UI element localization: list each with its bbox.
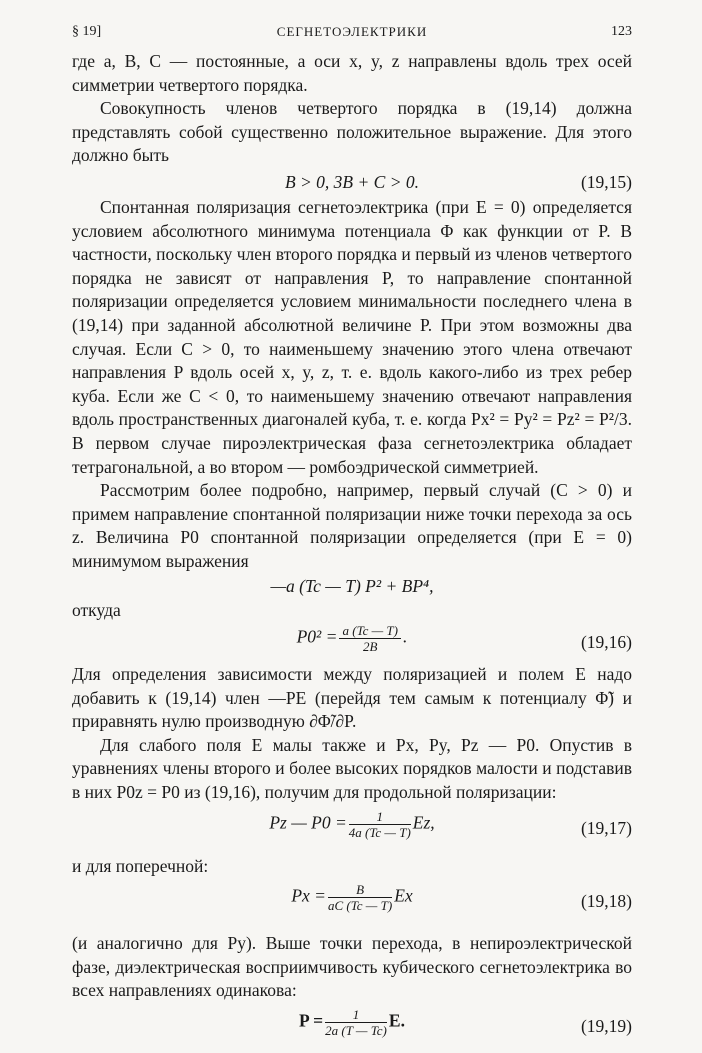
fraction [328,882,392,913]
paragraph: Рассмотрим более подробно, например, первый случай (C > 0) и примем направление спонтанной поляризации ниже точки перехода за ось z. Величина P0 спонтанной поляризации определяется (при E = 0) минимумом выражения [72,480,632,571]
equation-tail: Ex [394,885,413,906]
equation-tail: . [403,626,408,647]
equation-lhs: Px = [291,885,326,906]
fraction-denominator: 2B [363,639,378,655]
equation-19-15 [72,168,632,196]
paragraph: откуда [72,600,121,621]
fraction-numerator: a (Tc — T) [339,623,401,639]
fraction [349,809,411,840]
equation-19-17 [72,809,632,855]
equation-lhs: P0² = [296,626,338,647]
equation-19-18 [72,882,632,932]
fraction-denominator: 2a (T — Tc) [325,1023,387,1038]
equation-number: (19,19) [580,1016,632,1036]
equation-tail: E. [388,1010,405,1031]
equation-body: B > 0, 3B + C > 0. [284,171,420,192]
expression-minimized [72,573,632,599]
page-title: СЕГНЕТОЭЛЕКТРИКИ [276,24,428,39]
equation-lhs: Pz — P0 = [269,812,347,833]
equation-19-16 [72,623,632,663]
equation-number: (19,15) [580,171,632,192]
fraction-denominator: aC (Tc — T) [328,898,393,914]
page-number: 123 [611,24,632,39]
running-header [72,20,632,50]
fraction-numerator: 1 [325,1007,387,1023]
paragraph: Совокупность членов четвертого порядка в (19,14) должна представлять собой существенно положительное выражение. Для этого должно быть [72,98,632,166]
paragraph: Спонтанная поляризация сегнетоэлектрика (при E = 0) определяется условием абсолютного минимума потенциала Φ как функции от P. В частности, поскольку член второго порядка и первый из членов четвертого порядка не зависят от направления P, то направление спонтанной поляризации определяется условием минимальности последнего члена в (19,14) при заданной абсолютной величине P. При этом возможны два случая. Если C > 0, то наименьшему значению этого члена отвечают направления P вдоль осей x, y, z, т. е. вдоль какого-либо из трех ребер куба. Если же C < 0, то наименьшему значению отвечают направления вдоль пространственных диагоналей куба, т. е. когда Px² = Py² = Pz² = P²/3. В первом случае пироэлектрическая фаза сегнетоэлектрика обладает тетрагональной, а во втором — ромбоэдрической симметрией. [72,196,632,477]
fraction-numerator: B [328,882,392,898]
equation-number: (19,17) [580,817,632,838]
fraction-denominator: 4a (Tc — T) [348,824,411,840]
equation-number: (19,16) [580,632,632,653]
paragraph: (и аналогично для Py). Выше точки перехода, в непироэлектрической фазе, диэлектрическая восприимчивость кубического сегнетоэлектрика во всех направлениях одинакова: [72,933,632,1001]
paragraph: и для поперечной: [72,855,209,876]
fraction [325,1007,387,1038]
paragraph: Для определения зависимости между поляризацией и полем E надо добавить к (19,14) член —PE (перейдя тем самым к потенциалу Φ̃) и приравнять нулю производную ∂Φ̃/∂P. [72,664,632,732]
equation-number: (19,18) [580,891,632,912]
equation-tail: Ez, [412,812,435,833]
paragraph: где a, B, C — постоянные, а оси x, y, z направлены вдоль трех осей симметрии четвертого порядка. [72,51,632,95]
equation-body: —a (Tc — T) P² + BP⁴, [270,576,434,597]
equation-19-19 [72,1007,632,1053]
book-page [72,20,632,1053]
fraction [339,623,401,654]
section-marker: § 19] [72,24,102,39]
fraction-numerator: 1 [349,809,411,825]
equation-lhs: P = [299,1010,324,1031]
paragraph: Для слабого поля E малы также и Px, Py, Pz — P0. Опустив в уравнениях члены второго и более высоких порядков малости и подставив в них P0z = P0 из (19,16), получим для продольной поляризации: [72,734,632,803]
